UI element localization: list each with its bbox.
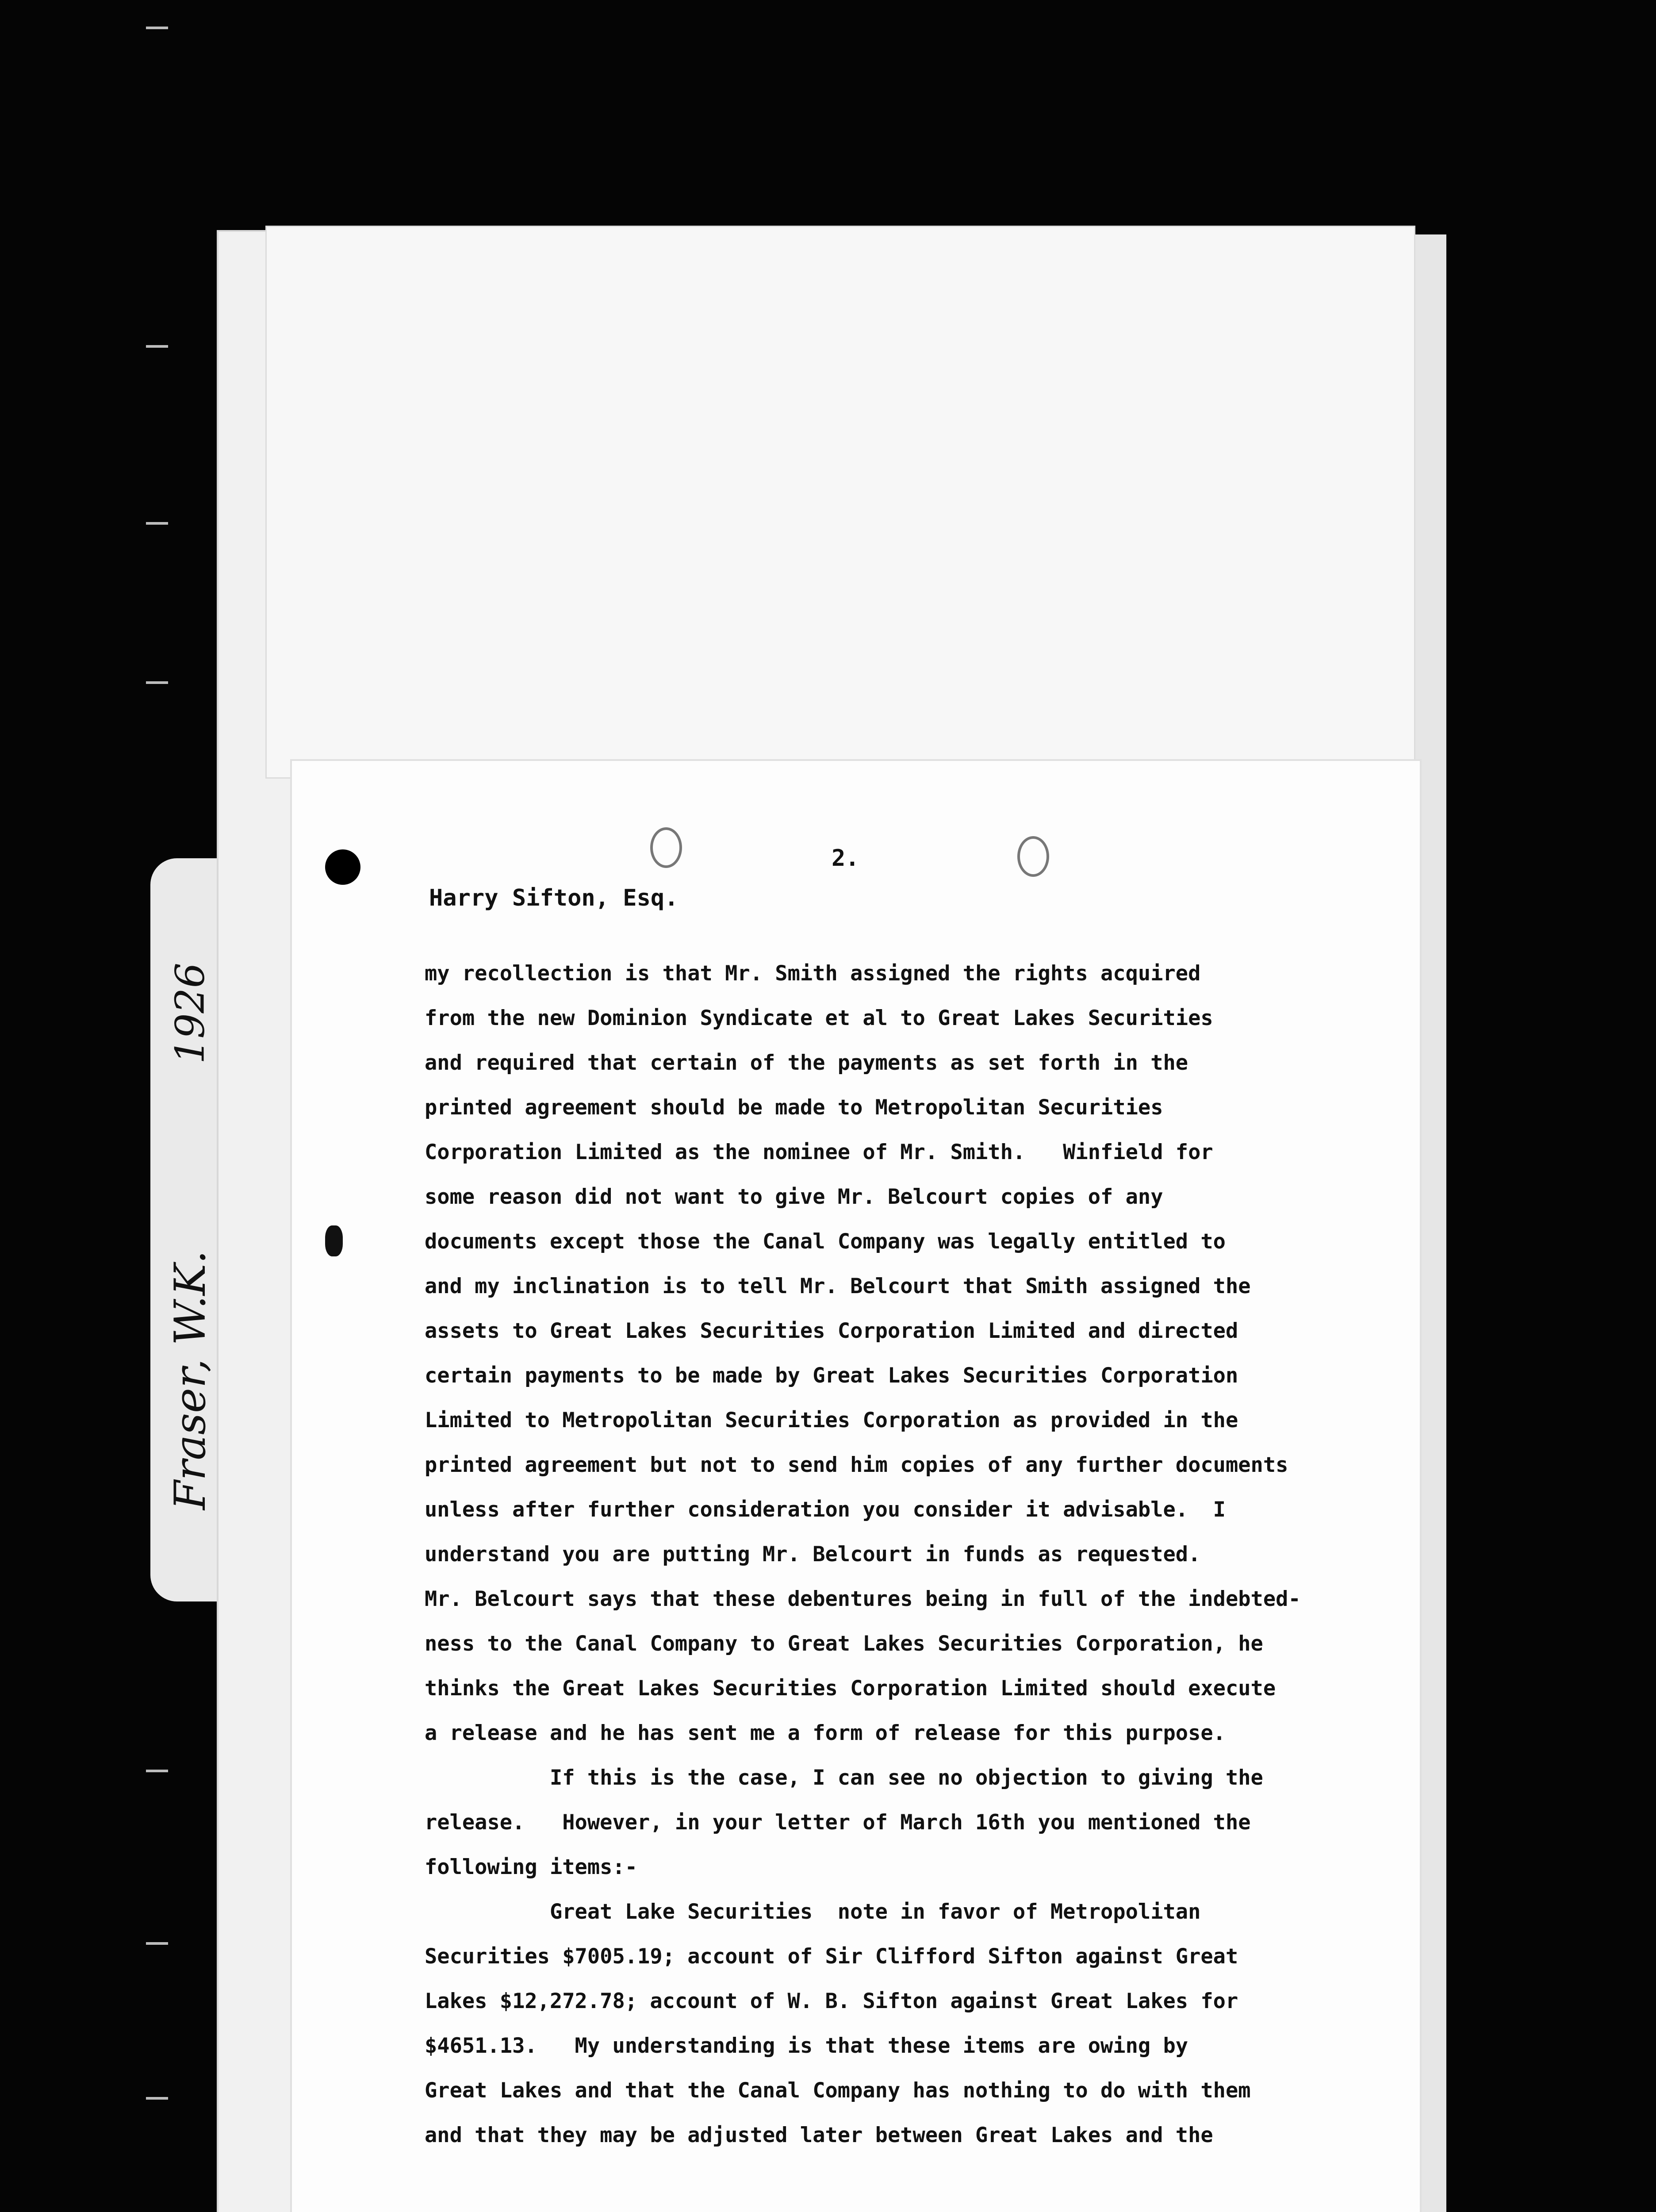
body-line: a release and he has sent me a form of release for this purpose. [425,1721,1226,1745]
tab-date-note: 1926 [167,962,214,1064]
punch-ring [650,827,682,868]
film-edge-mark [146,2097,168,2100]
film-edge-mark [146,681,168,684]
body-line: Corporation Limited as the nominee of Mr. Smith. Winfield for [425,1140,1213,1164]
ink-smudge [325,1225,343,1256]
body-line: and my inclination is to tell Mr. Belcourt that Smith assigned the [425,1274,1251,1298]
back-sheet [265,226,1415,779]
film-edge-mark [146,522,168,525]
body-line: Securities $7005.19; account of Sir Clifford Sifton against Great [425,1944,1238,1969]
salutation: Harry Sifton, Esq. [429,885,678,911]
body-line: Lakes $12,272.78; account of W. B. Sifton against Great Lakes for [425,1989,1238,2013]
body-line: from the new Dominion Syndicate et al to Great Lakes Securities [425,1006,1213,1030]
film-edge-mark [146,1770,168,1772]
body-line: printed agreement but not to send him copies of any further documents [425,1453,1288,1477]
body-line: If this is the case, I can see no objection to giving the [425,1766,1263,1790]
body-line: thinks the Great Lakes Securities Corporation Limited should execute [425,1676,1276,1701]
body-line: understand you are putting Mr. Belcourt in funds as requested. [425,1542,1201,1567]
punch-ring [1017,836,1049,877]
body-line: and that they may be adjusted later between Great Lakes and the [425,2123,1213,2147]
body-line: release. However, in your letter of March 16th you mentioned the [425,1810,1251,1835]
film-edge-mark [146,1942,168,1945]
body-line: $4651.13. My understanding is that these items are owing by [425,2034,1188,2058]
body-line: Great Lakes and that the Canal Company has nothing to do with them [425,2078,1251,2103]
body-line: following items:- [425,1855,638,1879]
body-line: documents except those the Canal Company was legally entitled to [425,1229,1226,1254]
body-line: ness to the Canal Company to Great Lakes Securities Corporation, he [425,1632,1263,1656]
body-line: Mr. Belcourt says that these debentures being in full of the indebted- [425,1587,1301,1611]
body-line: some reason did not want to give Mr. Belcourt copies of any [425,1185,1163,1209]
letter-body [425,951,1398,2158]
film-edge-mark [146,345,168,348]
body-line: Limited to Metropolitan Securities Corporation as provided in the [425,1408,1238,1432]
body-line: assets to Great Lakes Securities Corporation Limited and directed [425,1319,1238,1343]
body-line: printed agreement should be made to Metropolitan Securities [425,1095,1163,1120]
punch-hole [325,849,360,885]
body-line: certain payments to be made by Great Lakes Securities Corporation [425,1363,1238,1388]
body-line: and required that certain of the payments as set forth in the [425,1051,1188,1075]
body-line: Great Lake Securities note in favor of Metropolitan [425,1900,1201,1924]
body-line: my recollection is that Mr. Smith assigned the rights acquired [425,961,1201,986]
tab-name-note: Fraser, W.K. [165,1250,215,1510]
film-edge-mark [146,27,168,29]
body-line: unless after further consideration you consider it advisable. I [425,1498,1226,1522]
page-number: 2. [832,845,859,872]
